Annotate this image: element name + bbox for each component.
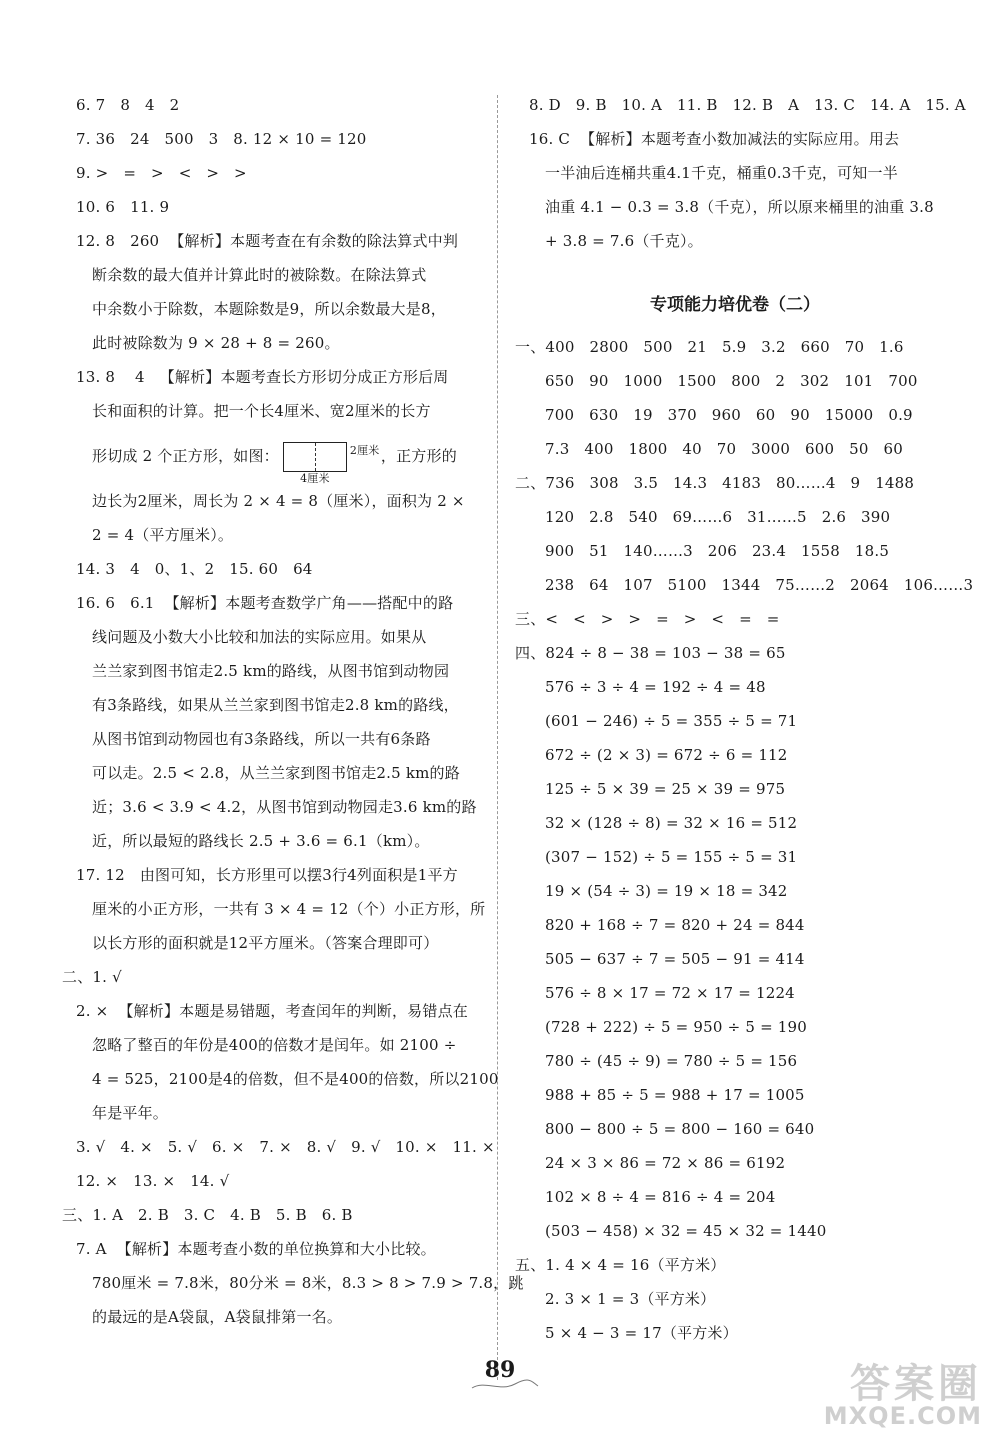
answer-line: 三、< < > > = > < = = xyxy=(515,610,780,628)
answer-line: 线问题及小数大小比较和加法的实际应用。如果从 xyxy=(92,628,427,646)
right-top-answers xyxy=(515,88,966,258)
answer-line: 二、736 308 3.5 14.3 4183 80……4 9 1488 xyxy=(515,474,915,492)
answer-line: 油重 4.1 − 0.3 = 3.8（千克），所以原来桶里的油重 3.8 xyxy=(545,198,934,216)
answer-line: 5 × 4 − 3 = 17（平方米） xyxy=(545,1324,738,1342)
answer-line: 19 × (54 ÷ 3) = 19 × 18 = 342 xyxy=(545,882,788,900)
answer-line: 从图书馆到动物园也有3条路线，所以一共有6条路 xyxy=(92,730,431,748)
answer-line: (503 − 458) × 32 = 45 × 32 = 1440 xyxy=(545,1222,827,1240)
answer-line: 2. × 【解析】本题是易错题，考查闰年的判断，易错点在 xyxy=(76,1002,468,1020)
answer-line: 9. > = > < > > xyxy=(76,164,247,182)
answer-line: 忽略了整百的年份是400的倍数才是闰年。如 2100 ÷ xyxy=(92,1036,457,1054)
answer-line: 边长为2厘米，周长为 2 × 4 = 8（厘米），面积为 2 × xyxy=(92,492,465,510)
answer-line: 6. 7 8 4 2 xyxy=(76,96,180,114)
answer-line: 近；3.6 < 3.9 < 4.2，从图书馆到动物园走3.6 km的路 xyxy=(92,798,477,816)
answer-line: 近，所以最短的路线长 2.5 + 3.6 = 6.1（km）。 xyxy=(92,832,430,850)
answer-line: 780 ÷ (45 ÷ 9) = 780 ÷ 5 = 156 xyxy=(545,1052,798,1070)
answer-line: 2 = 4（平方厘米）。 xyxy=(92,526,234,544)
answer-line: 576 ÷ 8 × 17 = 72 × 17 = 1224 xyxy=(545,984,795,1002)
answer-line: 2. 3 × 1 = 3（平方米） xyxy=(545,1290,716,1308)
answer-line: 可以走。2.5 < 2.8，从兰兰家到图书馆走2.5 km的路 xyxy=(92,764,460,782)
answer-line: 的最远的是A袋鼠，A袋鼠排第一名。 xyxy=(92,1308,343,1326)
rectangle-figure xyxy=(283,442,380,485)
figure-caption-after: ，正方形的 xyxy=(380,447,457,465)
answer-line: 7. 36 24 500 3 8. 12 × 10 = 120 xyxy=(76,130,367,148)
answer-line: 断余数的最大值并计算此时的被除数。在除法算式 xyxy=(92,266,427,284)
watermark-url: MXQE.COM xyxy=(823,1402,982,1430)
length-label: 4厘米 xyxy=(300,472,330,485)
answer-line: 700 630 19 370 960 60 90 15000 0.9 xyxy=(545,406,913,424)
figure-caption-before: 形切成 2 个正方形，如图： xyxy=(92,447,279,465)
answer-line: 125 ÷ 5 × 39 = 25 × 39 = 975 xyxy=(545,780,786,798)
answer-line: 900 51 140……3 206 23.4 1558 18.5 xyxy=(545,542,890,560)
answer-line: 兰兰家到图书馆走2.5 km的路线，从图书馆到动物园 xyxy=(92,662,450,680)
swirl-ornament xyxy=(470,1378,540,1392)
answer-line: 7.3 400 1800 40 70 3000 600 50 60 xyxy=(545,440,904,458)
answer-line: 3. √ 4. × 5. √ 6. × 7. × 8. √ 9. √ 10. × 11. × xyxy=(76,1138,495,1156)
split-line xyxy=(315,443,316,471)
answer-line: + 3.8 = 7.6（千克）。 xyxy=(545,232,703,250)
answer-line: 505 − 637 ÷ 7 = 505 − 91 = 414 xyxy=(545,950,805,968)
answer-line: (307 − 152) ÷ 5 = 155 ÷ 5 = 31 xyxy=(545,848,798,866)
answer-line: 7. A 【解析】本题考查小数的单位换算和大小比较。 xyxy=(76,1240,436,1258)
answer-line: 988 + 85 ÷ 5 = 988 + 17 = 1005 xyxy=(545,1086,805,1104)
watermark-logo-text: 答案圈 xyxy=(850,1361,982,1407)
answer-line: 四、824 ÷ 8 − 38 = 103 − 38 = 65 xyxy=(515,644,786,662)
answer-line: 238 64 107 5100 1344 75……2 2064 106……3 xyxy=(545,576,974,594)
answer-line: 24 × 3 × 86 = 72 × 86 = 6192 xyxy=(545,1154,786,1172)
answer-line: 8. D 9. B 10. A 11. B 12. B A 13. C 14. A 15. A xyxy=(529,96,966,114)
left-column xyxy=(62,88,524,1334)
answer-line: 二、1. √ xyxy=(62,968,122,986)
answer-line: 32 × (128 ÷ 8) = 32 × 16 = 512 xyxy=(545,814,798,832)
answer-line xyxy=(62,428,482,484)
answer-line: 102 × 8 ÷ 4 = 816 ÷ 4 = 204 xyxy=(545,1188,776,1206)
answer-line: 16. C 【解析】本题考查小数加减法的实际应用。用去 xyxy=(529,130,900,148)
answer-line: 800 − 800 ÷ 5 = 800 − 160 = 640 xyxy=(545,1120,815,1138)
answer-line: 以长方形的面积就是12平方厘米。（答案合理即可） xyxy=(92,934,439,952)
answer-line: 12. 8 260 【解析】本题考查在有余数的除法算式中判 xyxy=(76,232,459,250)
width-label: 2厘米 xyxy=(349,444,380,457)
watermark xyxy=(823,1361,982,1430)
answer-line: (728 + 222) ÷ 5 = 950 ÷ 5 = 190 xyxy=(545,1018,808,1036)
answer-line: 576 ÷ 3 ÷ 4 = 192 ÷ 4 = 48 xyxy=(545,678,766,696)
answer-line: 14. 3 4 0、1、2 15. 60 64 xyxy=(76,560,313,578)
answer-line: 10. 6 11. 9 xyxy=(76,198,170,216)
answer-line: 16. 6 6.1 【解析】本题考查数学广角——搭配中的路 xyxy=(76,594,454,612)
answer-line: 120 2.8 540 69……6 31……5 2.6 390 xyxy=(545,508,891,526)
answer-line: 13. 8 4 【解析】本题考查长方形切分成正方形后周 xyxy=(76,368,449,386)
answer-line: 12. × 13. × 14. √ xyxy=(76,1172,230,1190)
answer-line: 五、1. 4 × 4 = 16（平方米） xyxy=(515,1256,726,1274)
section-title: 专项能力培优卷（二） xyxy=(650,295,820,315)
answer-line: 中余数小于除数，本题除数是9，所以余数最大是8， xyxy=(92,300,446,318)
answer-line: (601 − 246) ÷ 5 = 355 ÷ 5 = 71 xyxy=(545,712,798,730)
answer-line: 17. 12 由图可知，长方形里可以摆3行4列面积是1平方 xyxy=(76,866,458,884)
answer-line: 650 90 1000 1500 800 2 302 101 700 xyxy=(545,372,918,390)
right-bottom-answers xyxy=(515,330,974,1350)
answer-line: 4 = 525，2100是4的倍数，但不是400的倍数，所以2100 xyxy=(92,1070,499,1088)
answer-line: 有3条路线，如果从兰兰家到图书馆走2.8 km的路线， xyxy=(92,696,459,714)
answer-line: 此时被除数为 9 × 28 + 8 = 260。 xyxy=(92,334,340,352)
answer-line: 780厘米 = 7.8米，80分米 = 8米，8.3 > 8 > 7.9 > 7.8，跳 xyxy=(92,1274,524,1292)
answer-line: 三、1. A 2. B 3. C 4. B 5. B 6. B xyxy=(62,1206,353,1224)
answer-line: 厘米的小正方形，一共有 3 × 4 = 12（个）小正方形，所 xyxy=(92,900,486,918)
right-column xyxy=(515,88,974,1350)
answer-line: 一半油后连桶共重4.1千克，桶重0.3千克，可知一半 xyxy=(545,164,898,182)
answer-line: 长和面积的计算。把一个长4厘米、宽2厘米的长方 xyxy=(92,402,431,420)
answer-line: 年是平年。 xyxy=(92,1104,169,1122)
page-number: 89 xyxy=(484,1357,516,1383)
answer-line: 820 + 168 ÷ 7 = 820 + 24 = 844 xyxy=(545,916,805,934)
answer-line: 一、400 2800 500 21 5.9 3.2 660 70 1.6 xyxy=(515,338,904,356)
column-divider xyxy=(497,95,498,1380)
answer-line: 672 ÷ (2 × 3) = 672 ÷ 6 = 112 xyxy=(545,746,788,764)
